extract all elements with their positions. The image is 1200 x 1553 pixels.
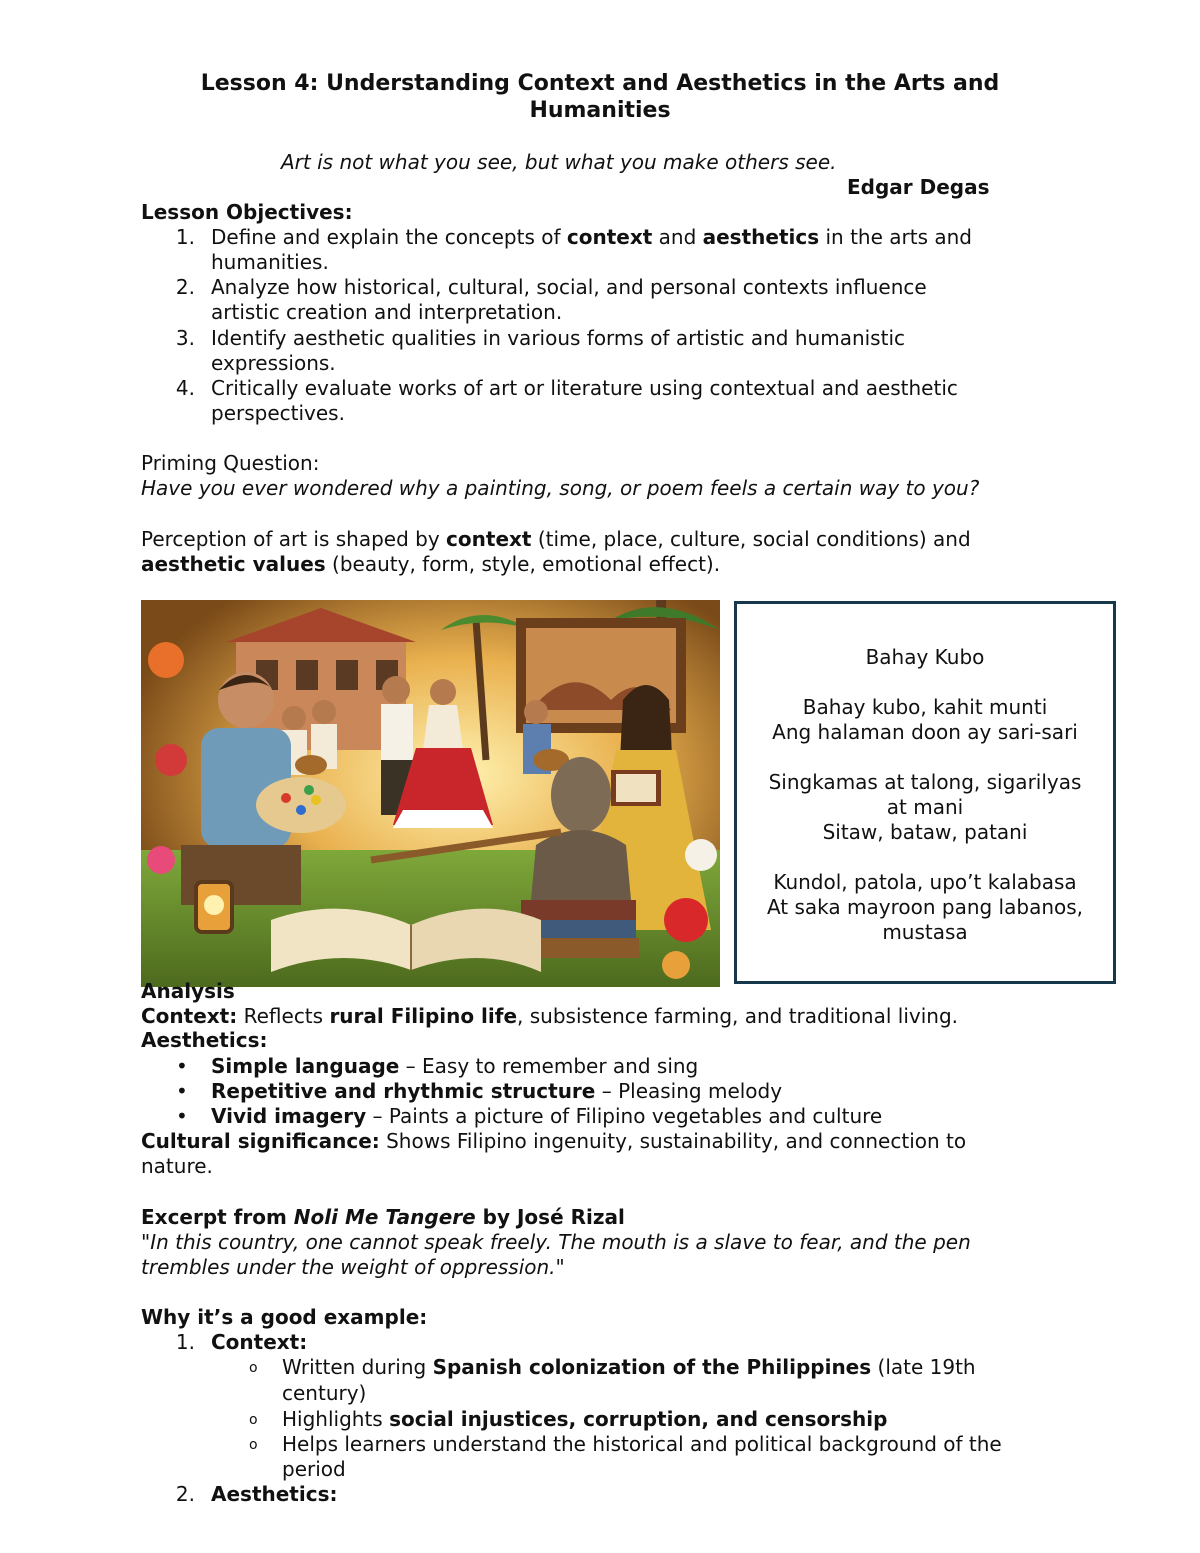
analysis-heading: Analysis (141, 979, 235, 1003)
filipino-arts-illustration (141, 600, 720, 987)
objective-number: 2. (175, 275, 195, 299)
objective-4: Critically evaluate works of art or literature using contextual and aesthetic (211, 376, 958, 400)
poem-line: At saka mayroon pang labanos, (766, 895, 1084, 919)
why-number: 2. (175, 1482, 195, 1506)
poem-line: at mani (886, 795, 964, 819)
objective-number: 3. (175, 326, 195, 350)
cultural-significance: Cultural significance: Shows Filipino ingenuity, sustainability, and connection to (141, 1129, 967, 1153)
sub-bullet-icon: o (249, 1412, 258, 1428)
excerpt-quote-line1: "In this country, one cannot speak freely. The mouth is a slave to fear, and the pen (141, 1230, 971, 1254)
objective-2-continued: artistic creation and interpretation. (211, 300, 563, 324)
bullet-icon: • (176, 1079, 188, 1103)
priming-label: Priming Question: (141, 451, 320, 475)
poem-box (734, 601, 1116, 984)
quote-author: Edgar Degas (847, 175, 990, 199)
excerpt-quote-line2: trembles under the weight of oppression." (141, 1255, 565, 1279)
why-context-point-3-continued: period (282, 1457, 346, 1481)
why-context-point-1-continued: century) (282, 1381, 367, 1405)
objective-1-continued: humanities. (211, 250, 329, 274)
poem-title: Bahay Kubo (865, 645, 985, 669)
sub-bullet-icon: o (249, 1360, 258, 1376)
poem-line: mustasa (882, 920, 968, 944)
objective-2: Analyze how historical, cultural, social, and personal contexts influence (211, 275, 927, 299)
analysis-context: Context: Reflects rural Filipino life, subsistence farming, and traditional living. (141, 1004, 958, 1028)
lesson-title-line1: Lesson 4: Understanding Context and Aesthetics in the Arts and (200, 71, 1000, 96)
perception-line2: aesthetic values (beauty, form, style, emotional effect). (141, 552, 721, 576)
aesthetic-bullet-2: Repetitive and rhythmic structure – Pleasing melody (211, 1079, 783, 1103)
poem-line: Bahay kubo, kahit munti (802, 695, 1048, 719)
excerpt-heading: Excerpt from Noli Me Tangere by José Rizal (141, 1205, 625, 1229)
aesthetic-bullet-1: Simple language – Easy to remember and sing (211, 1054, 699, 1078)
why-heading: Why it’s a good example: (141, 1305, 428, 1329)
why-context-label: Context: (211, 1330, 308, 1354)
why-aesthetics-label: Aesthetics: (211, 1482, 338, 1506)
opening-quote: Art is not what you see, but what you make others see. (281, 150, 837, 174)
why-context-point-2: Highlights social injustices, corruption, and censorship (282, 1407, 888, 1431)
bullet-icon: • (176, 1054, 188, 1078)
poem-line: Singkamas at talong, sigarilyas (768, 770, 1082, 794)
perception-line1: Perception of art is shaped by context (time, place, culture, social conditions) and (141, 527, 971, 551)
poem-line: Ang halaman doon ay sari-sari (772, 720, 1078, 744)
poem-line: Kundol, patola, upo’t kalabasa (773, 870, 1077, 894)
objective-4-continued: perspectives. (211, 401, 345, 425)
objective-1: Define and explain the concepts of context and aesthetics in the arts and (211, 225, 972, 249)
sub-bullet-icon: o (249, 1437, 258, 1453)
objective-3-continued: expressions. (211, 351, 336, 375)
poem-line: Sitaw, bataw, patani (822, 820, 1028, 844)
cultural-significance-continued: nature. (141, 1154, 213, 1178)
priming-question: Have you ever wondered why a painting, song, or poem feels a certain way to you? (141, 476, 980, 500)
bullet-icon: • (176, 1104, 188, 1128)
aesthetic-bullet-3: Vivid imagery – Paints a picture of Filipino vegetables and culture (211, 1104, 883, 1128)
objective-3: Identify aesthetic qualities in various forms of artistic and humanistic (211, 326, 905, 350)
why-number: 1. (175, 1330, 195, 1354)
objectives-heading: Lesson Objectives: (141, 200, 353, 224)
objective-number: 4. (175, 376, 195, 400)
why-context-point-1: Written during Spanish colonization of the Philippines (late 19th (282, 1355, 976, 1379)
analysis-aesthetics-label: Aesthetics: (141, 1028, 268, 1052)
why-context-point-3: Helps learners understand the historical and political background of the (282, 1432, 1002, 1456)
lesson-title-line2: Humanities (529, 98, 671, 123)
objective-number: 1. (175, 225, 195, 249)
